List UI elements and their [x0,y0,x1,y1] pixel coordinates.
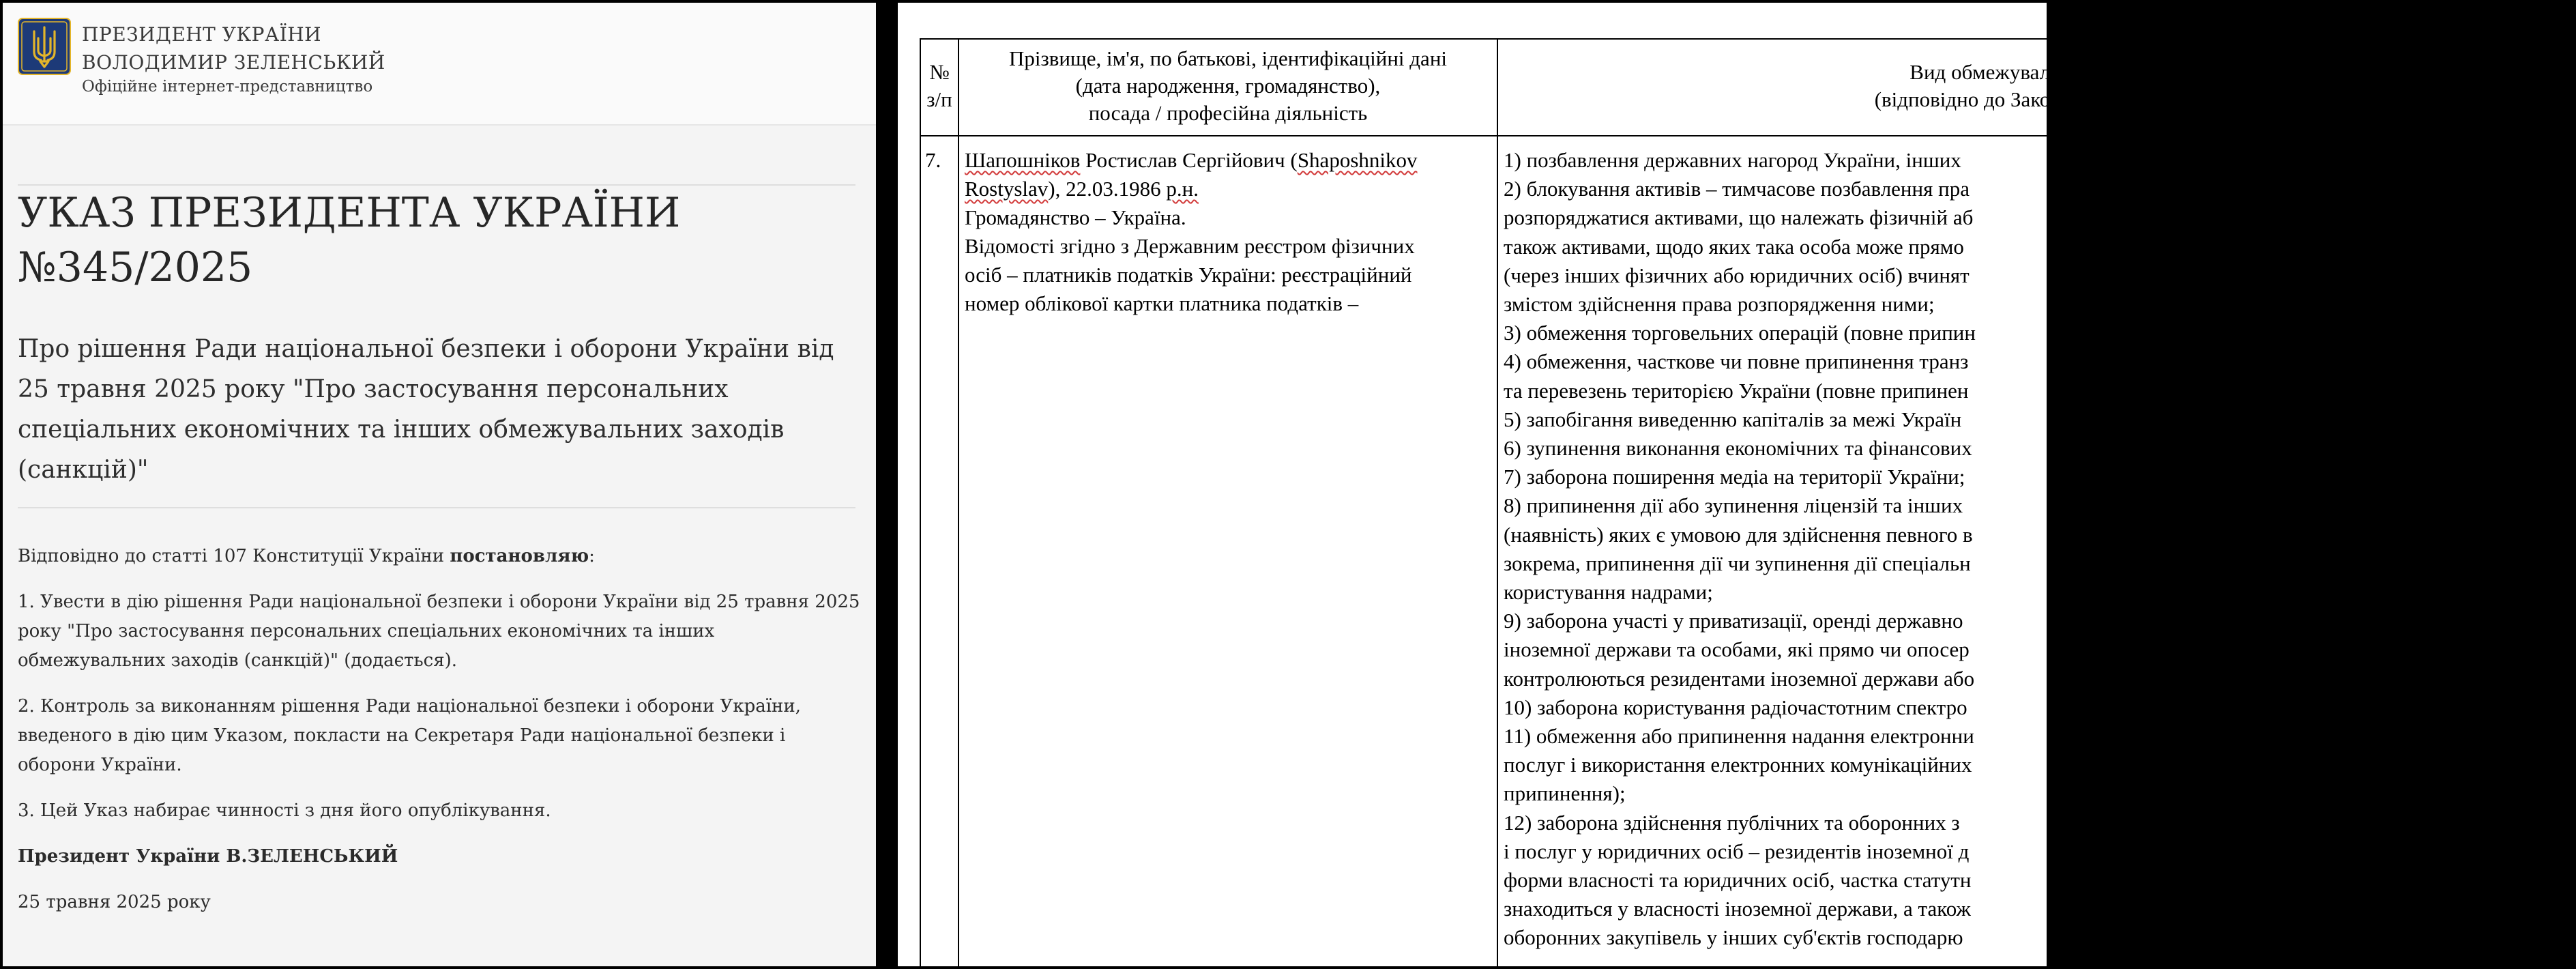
person-citizenship: Громадянство – Україна. [965,205,1186,229]
measure-line: також активами, щодо яких така особа може прямо [1504,234,1964,259]
measure-line: 5) запобігання виведенню капіталів за межі Україн [1504,407,1962,431]
measure-line: форми власності та юридичних осіб, частка статутн [1504,868,1972,893]
measure-line: і послуг у юридичних осіб – резидентів іноземної д [1504,839,1970,863]
row-number: 7. [925,148,941,172]
table-border-top [920,38,2047,40]
header-measure: Вид обмежувального заходу (відповідно до Закону України "Про [1874,60,2200,111]
measure-line: припинення); [1504,781,1626,806]
decree-date: 25 травня 2025 року [18,892,211,912]
measure-line: 11) обмеження або припинення надання електронни [1504,724,1974,749]
sanctions-document [898,3,2200,966]
table-header-divider [920,135,2047,136]
site-subtitle: Офіційне інтернет-представництво [82,78,373,96]
measure-line: 4) обмеження, часткове чи повне припинення транз [1504,349,1969,374]
trident-emblem-icon[interactable] [18,18,71,75]
measure-line: зокрема, припинення дії чи зупинення дії спеціальн [1504,551,1971,575]
measure-line: 1) позбавлення державних нагород України, інших [1504,148,1961,172]
measure-line: 3) обмеження торговельних операцій (повне припин [1504,321,1976,345]
measure-line: послуг і використання електронних комунікаційних [1504,753,1972,777]
table-border-left [920,38,921,966]
decree-item-1: 1. Увести в дію рішення Ради національної безпеки і оборони України від 25 травня 2025 року "Про застосування персональних спеціальних економічних та інших обмежувальних заходів (санкцій)" (додається). [18,592,860,671]
decree-item-3: 3. Цей Указ набирає чинності з дня його опублікування. [18,800,551,821]
header-number: № з/п [926,60,952,111]
decree-item-2: 2. Контроль за виконанням рішення Ради національної безпеки і оборони України, введеного в дію цим Указом, покласти на Секретаря Ради національної безпеки і оборони України. [18,696,801,775]
measure-line: 10) заборона користування радіочастотним спектро [1504,695,1967,719]
table-col-divider-1 [958,38,959,966]
person-dob-line: Rostyslav), 22.03.1986 р.н. [965,177,1199,201]
site-header [3,3,876,126]
decree-body [18,542,860,917]
measure-line: та перевезень територією України (повне припинен [1504,378,1969,403]
table-col-divider-2 [1497,38,1498,966]
site-title[interactable] [82,20,385,76]
page-title-line-1: УКАЗ ПРЕЗИДЕНТА УКРАЇНИ [18,189,681,237]
measures-cell [1504,146,1976,953]
divider [18,507,855,508]
person-cell: Шапошніков Ростислав Сергійович (Shaposhnikov Rostyslav), 22.03.1986 р.н. Громадянство – Україна. Відомості згідно з Державним реєстром фізичних осіб – платників податків України: реєстраційний номер облікової картки платника податків – [965,146,1418,318]
preamble-bold: постановляю [450,546,589,566]
measure-line: 2) блокування активів – тимчасове позбавлення пра [1504,177,1970,201]
measure-line: 12) заборона здійснення публічних та оборонних з [1504,810,1960,835]
measure-line: знаходиться у власності іноземної держави, а також [1504,897,1971,921]
page-title-line-2: №345/2025 [18,244,253,291]
measure-line: користування надрами; [1504,580,1713,605]
measure-line: 8) припинення дії або зупинення ліцензій та інших [1504,493,1963,518]
measure-line: 6) зупинення виконання економічних та фінансових [1504,436,1972,461]
measure-line: іноземної держави та особами, які прямо чи опосер [1504,637,1970,662]
measure-line: (наявність) яких є умовою для здійснення певного в [1504,522,1973,547]
website-panel [3,3,876,966]
measure-line: (через інших фізичних або юридичних осіб) вчинят [1504,263,1970,287]
preamble: Відповідно до статті 107 Конституції України постановляю: [18,546,595,566]
header-person: Прізвище, ім'я, по батькові, ідентифікаційні дані (дата народження, громадянство), посада / професійна діяльність [1008,46,1448,125]
measure-line: 9) заборона участі у приватизації, оренді державно [1504,609,1963,633]
person-name-line: Шапошніков Ростислав Сергійович (Shaposhnikov [965,148,1418,172]
decree-subtitle: Про рішення Ради національної безпеки і оборони України від 25 травня 2025 року "Про застосування персональних спеціальних економічних та інших обмежувальних заходів (санкцій)" [18,335,834,484]
site-title-line-2: ВОЛОДИМИР ЗЕЛЕНСЬКИЙ [82,51,385,74]
site-title-line-1: ПРЕЗИДЕНТ УКРАЇНИ [82,23,322,46]
measure-line: розпоряджатися активами, що належать фізичній аб [1504,205,1974,230]
measure-line: контролюються резидентами іноземної держави або [1504,666,1975,691]
measure-line: 7) заборона поширення медіа на території України; [1504,465,1965,489]
page-title [18,186,857,295]
measure-line: оборонних закупівель у інших суб'єктів господарю [1504,925,1963,950]
measure-line: змістом здійснення права розпорядження ними; [1504,292,1935,317]
signature: Президент України В.ЗЕЛЕНСЬКИЙ [18,846,398,867]
